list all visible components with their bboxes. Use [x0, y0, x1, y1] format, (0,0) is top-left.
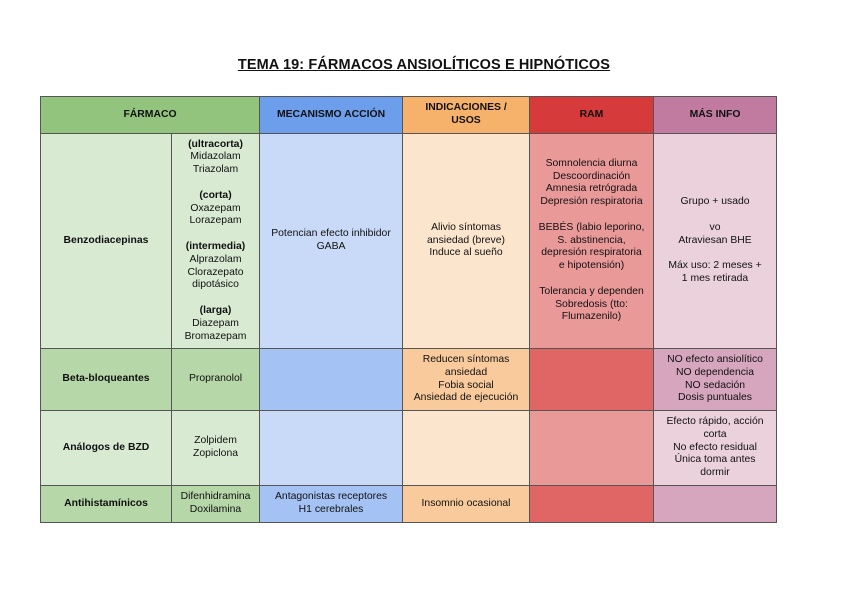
indicaciones-antihistaminicos: Insomnio ocasional — [403, 486, 530, 523]
indicaciones-benzodiacepinas: Alivio síntomas ansiedad (breve) Induce al sueño — [403, 134, 530, 349]
drugs-benzodiacepinas: (ultracorta) Midazolam Triazolam (corta) Oxazepam Lorazepam (intermedia) Alprazolam Clorazepato dipotásico (larga) Diazepam Bromazepam — [172, 134, 260, 349]
table-row — [41, 134, 777, 349]
header-ram: RAM — [530, 97, 654, 134]
header-farmaco: FÁRMACO — [41, 97, 260, 134]
ram-analogos-bzd — [530, 411, 654, 486]
indicaciones-analogos-bzd — [403, 411, 530, 486]
drug-table — [40, 96, 777, 523]
table-row — [41, 486, 777, 523]
ram-beta-bloqueantes — [530, 349, 654, 411]
drugs-antihistaminicos: Difenhidramina Doxilamina — [172, 486, 260, 523]
ram-antihistaminicos — [530, 486, 654, 523]
mecanismo-analogos-bzd — [260, 411, 403, 486]
document-title: TEMA 19: FÁRMACOS ANSIOLÍTICOS E HIPNÓTICOS — [237, 57, 611, 73]
row-name-benzodiacepinas: Benzodiacepinas — [41, 134, 172, 349]
drugs-beta-bloqueantes: Propranolol — [172, 349, 260, 411]
mas-info-analogos-bzd: Efecto rápido, acción corta No efecto residual Única toma antes dormir — [654, 411, 777, 486]
indicaciones-beta-bloqueantes: Reducen síntomas ansiedad Fobia social Ansiedad de ejecución — [403, 349, 530, 411]
header-mas-info: MÁS INFO — [654, 97, 777, 134]
table-row — [41, 349, 777, 411]
header-row — [41, 97, 777, 134]
row-name-beta-bloqueantes: Beta-bloqueantes — [41, 349, 172, 411]
drugs-analogos-bzd: Zolpidem Zopiclona — [172, 411, 260, 486]
row-name-analogos-bzd: Análogos de BZD — [41, 411, 172, 486]
header-indicaciones: INDICACIONES / USOS — [403, 97, 530, 134]
mecanismo-benzodiacepinas: Potencian efecto inhibidor GABA — [260, 134, 403, 349]
header-mecanismo: MECANISMO ACCIÓN — [260, 97, 403, 134]
mecanismo-antihistaminicos: Antagonistas receptores H1 cerebrales — [260, 486, 403, 523]
row-name-antihistaminicos: Antihistamínicos — [41, 486, 172, 523]
mecanismo-beta-bloqueantes — [260, 349, 403, 411]
mas-info-beta-bloqueantes: NO efecto ansiolítico NO dependencia NO sedación Dosis puntuales — [654, 349, 777, 411]
mas-info-benzodiacepinas: Grupo + usado vo Atraviesan BHE Máx uso: 2 meses + 1 mes retirada — [654, 134, 777, 349]
table-row — [41, 411, 777, 486]
ram-benzodiacepinas: Somnolencia diurna Descoordinación Amnesia retrógrada Depresión respiratoria BEBÉS (labio leporino, S. abstinencia, depresión respiratoria e hipotensión) Tolerancia y dependen Sobredosis (tto: Flumazenilo) — [530, 134, 654, 349]
mas-info-antihistaminicos — [654, 486, 777, 523]
